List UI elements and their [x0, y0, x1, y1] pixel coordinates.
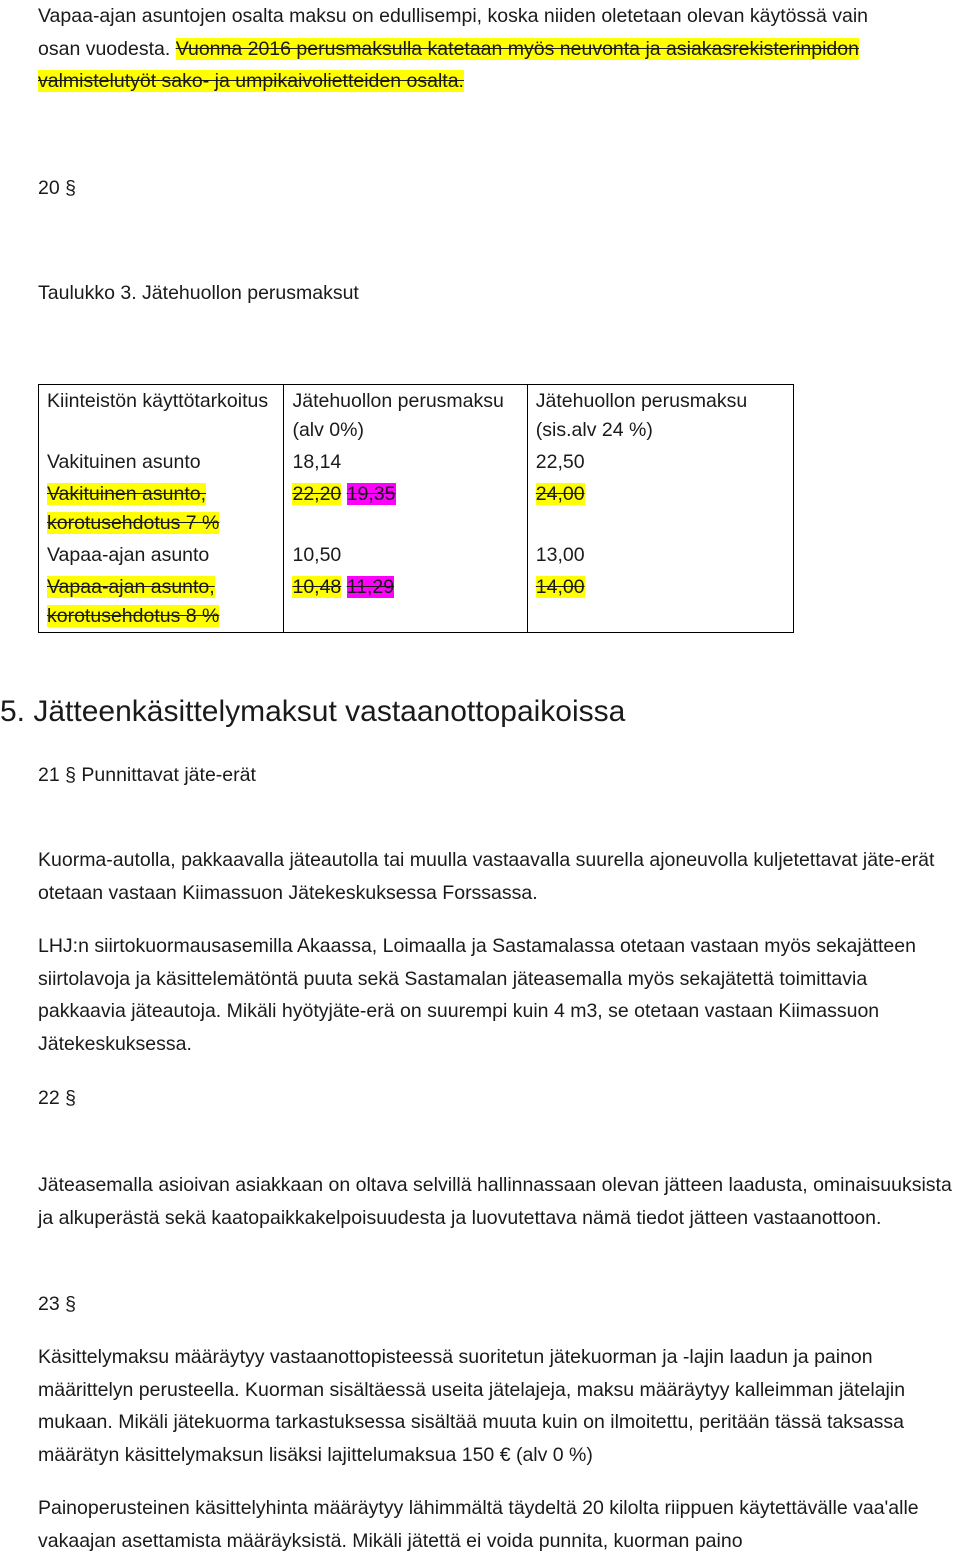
row-fee-net: 10,50	[284, 539, 527, 571]
table-row	[39, 571, 794, 633]
table-row	[39, 478, 794, 539]
row-fee-net-new: 11,29	[346, 576, 395, 598]
row-fee-gross: 24,00	[535, 483, 585, 505]
table-header-row	[39, 385, 794, 447]
section-21-paragraph-2: LHJ:n siirtokuormausasemilla Akaassa, Loimaalla ja Sastamalassa otetaan vastaan myös sekajätteen siirtolavoja ja käsittelemätöntä puuta sekä Sastamalan jäteasemalla myös sekajätettä toimittavia pakkaavia jäteautoja. Mikäli hyötyjäte-erä on suurempi kuin 4 m3, se otetaan vastaan Kiimassuon Jätekeskuksessa.	[38, 935, 916, 1055]
row-purpose: Vakituinen asunto	[39, 446, 284, 478]
intro-line-2-plain: osan vuodesta.	[38, 37, 176, 60]
row-purpose: Vapaa-ajan asunto, korotusehdotus 8 %	[47, 576, 220, 627]
row-fee-net: 18,14	[284, 446, 527, 478]
section-23-paragraph-1: Käsittelymaksu määräytyy vastaanottopisteessä suoritetun jätekuorman ja -lajin laadun ja painon määrittelyn perusteella. Kuorman sisältäessä useita jätelajeja, maksu määräytyy kalleimman jätelajin mukaan. Mikäli jätekuorma tarkastuksessa sisältää muuta kuin on ilmoitettu, peritään tässä taksassa määrätyn käsittelymaksun lisäksi lajittelumaksua 150 € (alv 0 %)	[38, 1346, 906, 1466]
section-21-paragraph-1: Kuorma-autolla, pakkaavalla jäteautolla tai muulla vastaavalla suurella ajoneuvolla kuljetettavat jäte-erät otetaan vastaan Kiimassuon Jätekeskuksessa Forssassa.	[38, 849, 935, 904]
row-fee-net-cell	[284, 478, 527, 539]
table-row	[39, 539, 794, 571]
intro-line-3-highlight: valmistelutyöt sako- ja umpikaivolietteiden osalta.	[38, 70, 464, 92]
row-fee-gross: 13,00	[527, 539, 793, 571]
intro-line-1: Vapaa-ajan asuntojen osalta maksu on edullisempi, koska niiden oletetaan olevan käytössä vain	[38, 5, 868, 27]
row-fee-gross: 14,00	[535, 576, 585, 598]
row-fee-net-new: 19,35	[346, 483, 396, 505]
row-purpose-cell	[39, 571, 284, 633]
row-fee-gross-cell	[527, 478, 793, 539]
table-caption: Taulukko 3. Jätehuollon perusmaksut	[38, 282, 359, 304]
row-fee-net-cell	[284, 571, 527, 633]
header-fee-gross: Jätehuollon perusmaksu (sis.alv 24 %)	[527, 385, 793, 447]
row-fee-gross: 22,50	[527, 446, 793, 478]
row-fee-net-old: 10,48	[292, 576, 342, 598]
section-20-number: 20 §	[38, 177, 76, 199]
section-22-paragraph: Jäteasemalla asioivan asiakkaan on oltava selvillä hallinnassaan olevan jätteen laadusta, ominaisuuksista ja alkuperästä sekä kaatopaikkakelpoisuudesta ja luovutettava nämä tiedot jätteen vastaanottoon.	[38, 1174, 952, 1229]
row-purpose: Vapaa-ajan asunto	[39, 539, 284, 571]
row-purpose: Vakituinen asunto, korotusehdotus 7 %	[47, 483, 220, 534]
row-fee-gross-cell	[527, 571, 793, 633]
row-purpose-cell	[39, 478, 284, 539]
section-heading: 5. Jätteenkäsittelymaksut vastaanottopaikoissa	[0, 695, 626, 728]
section-21-title: 21 § Punnittavat jäte-erät	[38, 764, 256, 786]
section-22-number: 22 §	[38, 1087, 76, 1109]
row-fee-net-old: 22,20	[292, 483, 342, 505]
header-fee-net: Jätehuollon perusmaksu (alv 0%)	[284, 385, 527, 447]
intro-line-2-highlight: Vuonna 2016 perusmaksulla katetaan myös neuvonta ja asiakasrekisterinpidon	[175, 37, 859, 60]
intro-paragraph	[38, 0, 960, 98]
fees-table	[38, 384, 794, 633]
table-row	[39, 446, 794, 478]
header-purpose: Kiinteistön käyttötarkoitus	[39, 385, 284, 447]
section-23-number: 23 §	[38, 1293, 76, 1315]
section-23-paragraph-2: Painoperusteinen käsittelyhinta määräytyy lähimmältä täydeltä 20 kilolta riippuen käytettävälle vaa'alle vakaajan asettamista määräyksistä. Mikäli jätettä ei voida punnita, kuorman paino	[38, 1497, 919, 1552]
